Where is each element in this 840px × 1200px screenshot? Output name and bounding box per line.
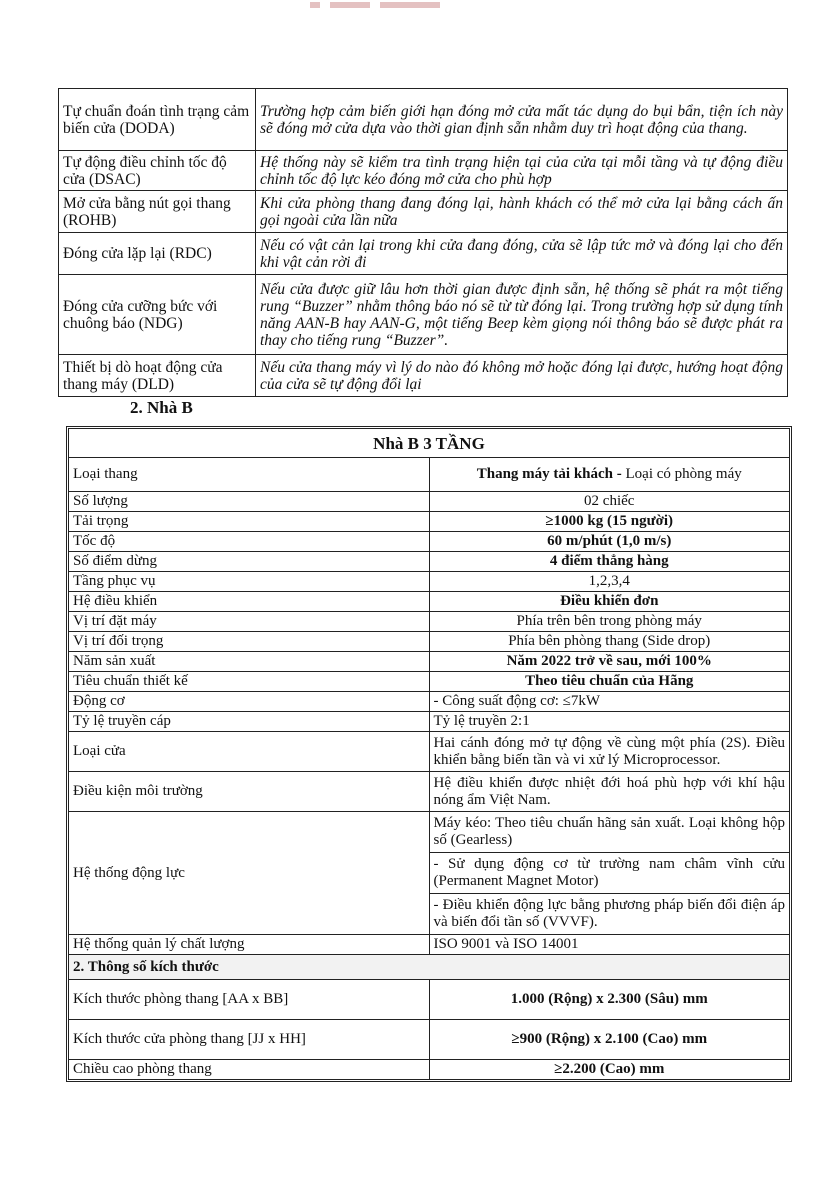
spec-value: Phía bên phòng thang (Side drop) bbox=[429, 632, 790, 652]
table-row bbox=[69, 812, 790, 853]
feature-desc: Nếu cửa được giữ lâu hơn thời gian được định sẵn, hệ thống sẽ phát ra một tiếng rung “Buzzer” nhằm thông báo nó sẽ từ từ đóng lại. Trong trường hợp sử dụng tính năng AAN-B hay AAN-G, một tiếng Beep kèm giọng nói thông báo sẽ được phát ra thay cho tiếng rung “Buzzer”. bbox=[256, 275, 788, 355]
spec-label: Tốc độ bbox=[69, 532, 430, 552]
table-row bbox=[69, 612, 790, 632]
table-row bbox=[69, 429, 790, 458]
table-row bbox=[69, 1020, 790, 1060]
features-table bbox=[58, 88, 788, 397]
spec-value: 1,2,3,4 bbox=[429, 572, 790, 592]
table-row bbox=[69, 632, 790, 652]
spec-label: Tầng phục vụ bbox=[69, 572, 430, 592]
spec-value: Phía trên bên trong phòng máy bbox=[429, 612, 790, 632]
spec-value: - Công suất động cơ: ≤7kW bbox=[429, 692, 790, 712]
table-row bbox=[69, 552, 790, 572]
table-row bbox=[69, 712, 790, 732]
spec-value: ≥2.200 (Cao) mm bbox=[429, 1060, 790, 1080]
spec-value bbox=[429, 458, 790, 492]
spec-value: - Điều khiển động lực bằng phương pháp biến đổi điện áp và biến đổi tần số (VVVF). bbox=[429, 894, 790, 935]
table-row bbox=[59, 191, 788, 233]
spec-value: Năm 2022 trở về sau, mới 100% bbox=[429, 652, 790, 672]
spec-label: Động cơ bbox=[69, 692, 430, 712]
spec-label: Hệ thống quản lý chất lượng bbox=[69, 935, 430, 955]
spec-table bbox=[68, 428, 790, 1080]
feature-name: Tự động điều chỉnh tốc độ cửa (DSAC) bbox=[59, 151, 256, 191]
table-row bbox=[69, 572, 790, 592]
table-row bbox=[69, 1060, 790, 1080]
feature-desc: Trường hợp cảm biến giới hạn đóng mở cửa mất tác dụng do bụi bẩn, tiện ích này sẽ đóng mở cửa dựa vào thời gian định sẵn nhằm duy trì hoạt động của thang. bbox=[256, 89, 788, 151]
table-row bbox=[69, 532, 790, 552]
table-row bbox=[59, 233, 788, 275]
spec-value: Điều khiển đơn bbox=[429, 592, 790, 612]
feature-name: Tự chuẩn đoán tình trạng cảm biến cửa (DODA) bbox=[59, 89, 256, 151]
spec-value-bold: Thang máy tải khách - bbox=[476, 466, 622, 482]
spec-label: Tỷ lệ truyền cáp bbox=[69, 712, 430, 732]
section-title: 2. Nhà B bbox=[130, 398, 193, 417]
spec-value: ≥900 (Rộng) x 2.100 (Cao) mm bbox=[429, 1020, 790, 1060]
table-row bbox=[69, 692, 790, 712]
spec-value: 02 chiếc bbox=[429, 492, 790, 512]
feature-desc: Hệ thống này sẽ kiểm tra tình trạng hiện tại của cửa tại mỗi tầng và tự động điều chỉnh tốc độ lực kéo đóng mở cửa cho phù hợp bbox=[256, 151, 788, 191]
table-row bbox=[69, 672, 790, 692]
feature-desc: Nếu cửa thang máy vì lý do nào đó không mở hoặc đóng lại được, hướng hoạt động của cửa sẽ tự động đổi lại bbox=[256, 355, 788, 397]
spec-value: Tỷ lệ truyền 2:1 bbox=[429, 712, 790, 732]
table-row bbox=[59, 151, 788, 191]
table-row bbox=[69, 935, 790, 955]
table-row bbox=[69, 492, 790, 512]
spec-label: Loại cửa bbox=[69, 732, 430, 772]
spec-label: Kích thước cửa phòng thang [JJ x HH] bbox=[69, 1020, 430, 1060]
spec-label: Vị trí đối trọng bbox=[69, 632, 430, 652]
feature-name: Đóng cửa cưỡng bức với chuông báo (NDG) bbox=[59, 275, 256, 355]
spec-value-rest: Loại có phòng máy bbox=[621, 466, 742, 482]
spec-label: Vị trí đặt máy bbox=[69, 612, 430, 632]
spec-label: Hệ thống động lực bbox=[69, 812, 430, 935]
spec-label: Điều kiện môi trường bbox=[69, 772, 430, 812]
spec-label: Hệ điều khiển bbox=[69, 592, 430, 612]
spec-label: Số lượng bbox=[69, 492, 430, 512]
spec-label: Năm sản xuất bbox=[69, 652, 430, 672]
spec-section-title: 2. Thông số kích thước bbox=[69, 955, 790, 980]
feature-name: Thiết bị dò hoạt động cửa thang máy (DLD) bbox=[59, 355, 256, 397]
feature-name: Mở cửa bằng nút gọi thang (ROHB) bbox=[59, 191, 256, 233]
spec-value: Máy kéo: Theo tiêu chuẩn hãng sản xuất. Loại không hộp số (Gearless) bbox=[429, 812, 790, 853]
spec-label: Kích thước phòng thang [AA x BB] bbox=[69, 980, 430, 1020]
spec-label: Số điểm dừng bbox=[69, 552, 430, 572]
table-row bbox=[69, 955, 790, 980]
table-row bbox=[59, 275, 788, 355]
table-row bbox=[69, 512, 790, 532]
table-row bbox=[59, 355, 788, 397]
feature-desc: Nếu có vật cản lại trong khi cửa đang đóng, cửa sẽ lập tức mở và đóng lại cho đến khi vật cản rời đi bbox=[256, 233, 788, 275]
table-row bbox=[69, 732, 790, 772]
table-row bbox=[69, 592, 790, 612]
table-row bbox=[69, 772, 790, 812]
spec-value: 4 điểm thẳng hàng bbox=[429, 552, 790, 572]
spec-value: 1.000 (Rộng) x 2.300 (Sâu) mm bbox=[429, 980, 790, 1020]
spec-label: Loại thang bbox=[69, 458, 430, 492]
spec-value: - Sử dụng động cơ từ trường nam châm vĩnh cửu (Permanent Magnet Motor) bbox=[429, 853, 790, 894]
spec-value: Theo tiêu chuẩn của Hãng bbox=[429, 672, 790, 692]
spec-label: Tiêu chuẩn thiết kế bbox=[69, 672, 430, 692]
table-row bbox=[69, 980, 790, 1020]
spec-value: Hệ điều khiển được nhiệt đới hoá phù hợp với khí hậu nóng ẩm Việt Nam. bbox=[429, 772, 790, 812]
spec-value: ≥1000 kg (15 người) bbox=[429, 512, 790, 532]
feature-desc: Khi cửa phòng thang đang đóng lại, hành khách có thể mở cửa lại bằng cách ấn gọi ngoài cửa lần nữa bbox=[256, 191, 788, 233]
table-row bbox=[69, 458, 790, 492]
spec-value: ISO 9001 và ISO 14001 bbox=[429, 935, 790, 955]
spec-label: Chiều cao phòng thang bbox=[69, 1060, 430, 1080]
table-row bbox=[59, 89, 788, 151]
spec-title: Nhà B 3 TẦNG bbox=[69, 429, 790, 458]
table-row bbox=[69, 652, 790, 672]
spec-value: 60 m/phút (1,0 m/s) bbox=[429, 532, 790, 552]
header-stamp-mark bbox=[300, 0, 480, 14]
feature-name: Đóng cửa lặp lại (RDC) bbox=[59, 233, 256, 275]
spec-label: Tải trọng bbox=[69, 512, 430, 532]
spec-value: Hai cánh đóng mở tự động về cùng một phía (2S). Điều khiển bằng biến tần và vi xử lý Microprocessor. bbox=[429, 732, 790, 772]
